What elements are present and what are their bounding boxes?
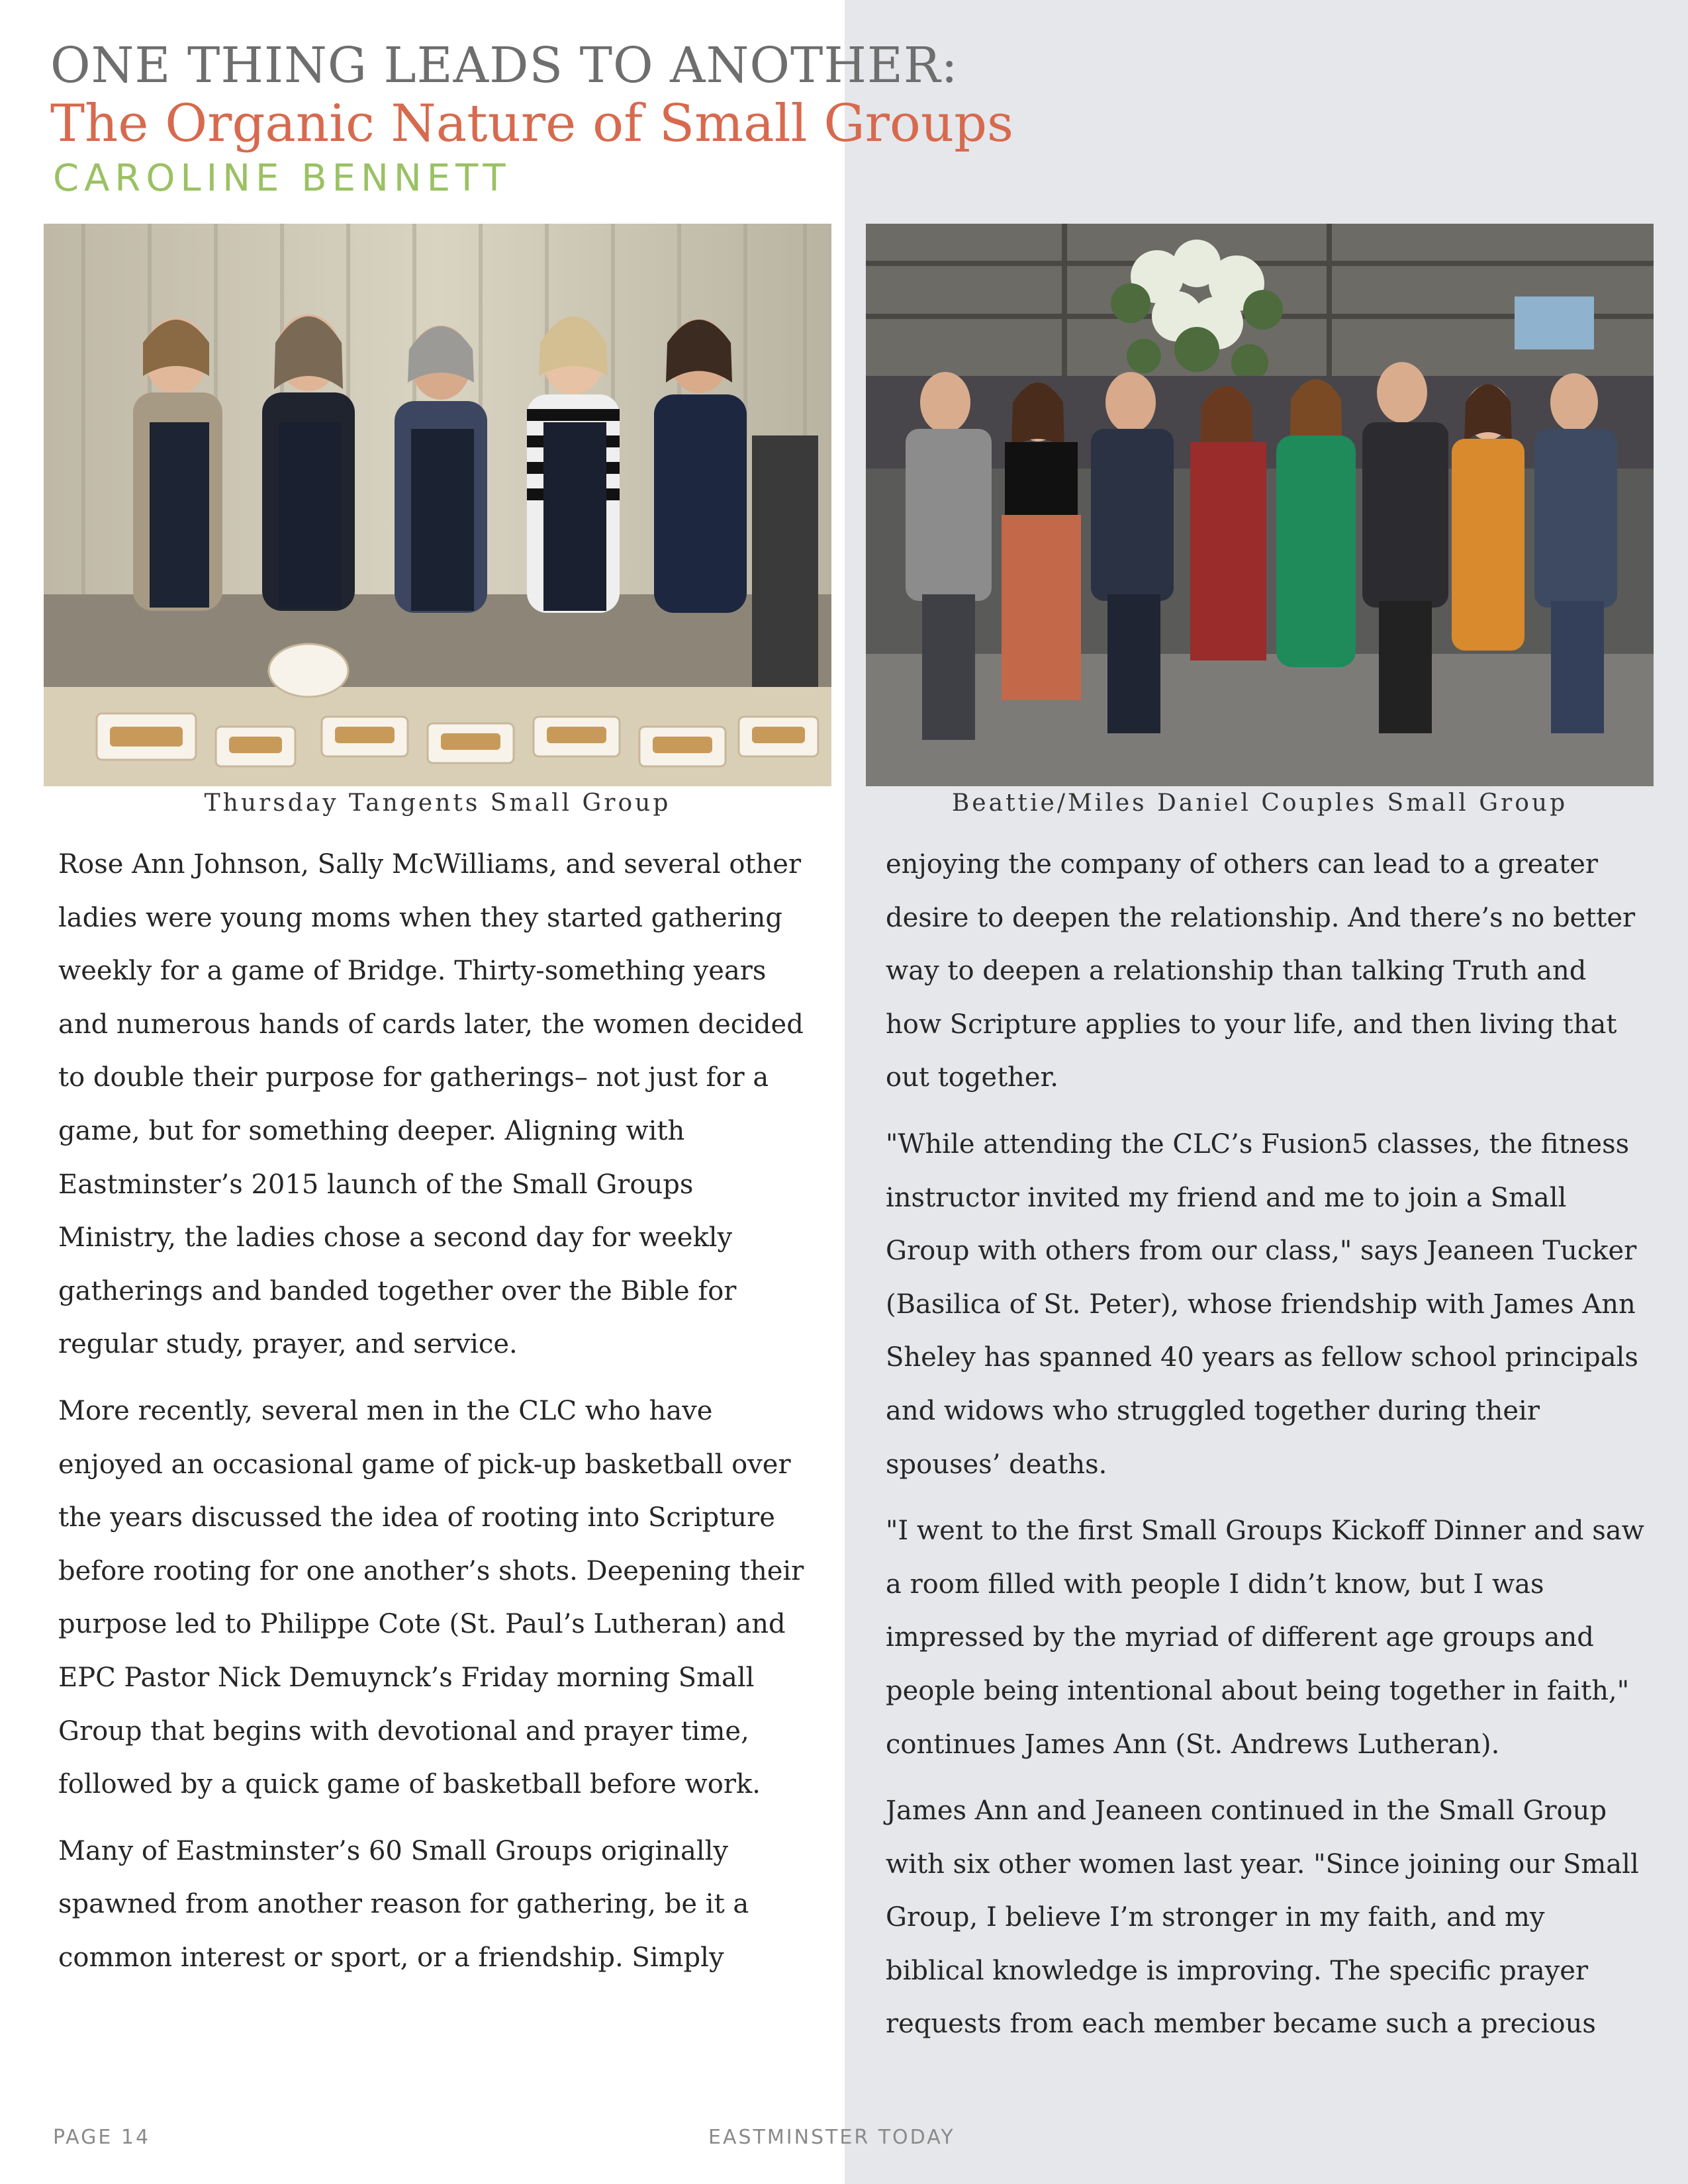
publication-name: EASTMINSTER TODAY [708,2126,955,2149]
photo-thursday-tangents [44,224,831,786]
photo-caption-left: Thursday Tangents Small Group [204,790,671,817]
article-subtitle: The Organic Nature of Small Groups [50,94,1014,154]
article-title: ONE THING LEADS TO ANOTHER: [50,37,959,94]
paragraph: Many of Eastminster’s 60 Small Groups originally spawned from another reason for gathering, be it a common interest or sport, or a friendship. Simply [58,1835,749,1973]
author-byline: CAROLINE BENNETT [53,157,511,200]
photo-caption-right: Beattie/Miles Daniel Couples Small Group [951,790,1568,817]
page-number: PAGE 14 [53,2126,151,2149]
left-column-text [58,838,820,1997]
paragraph: Rose Ann Johnson, Sally McWilliams, and several other ladies were young moms when they started gathering weekly for a game of Bridge. Thirty-something years and numerous hands of cards later, the women decided to double their purpose for gatherings– not just for a game, but for something deeper. Aligning with Eastminster’s 2015 launch of the Small Groups Ministry, the ladies chose a second day for weekly gatherings and banded together over the Bible for regular study, prayer, and service. [58,849,804,1360]
photo-couples-group [866,224,1654,786]
paragraph: More recently, several men in the CLC who have enjoyed an occasional game of pick-up basketball over the years discussed the idea of rooting into Scripture before rooting for one another’s shots. Deepening their purpose led to Philippe Cote (St. Paul’s Lutheran) and EPC Pastor Nick Demuynck’s Friday morning Small Group that begins with devotional and prayer time, followed by a quick game of basketball before work. [58,1395,804,1800]
paragraph: "While attending the CLC’s Fusion5 classes, the fitness instructor invited my friend and me to join a Small Group with others from our class," says Jeaneen Tucker (Basilica of St. Peter), whose friendship with James Ann Sheley has spanned 40 years as fellow school principals and widows who struggled together during their spouses’ deaths. [886,1128,1638,1480]
paragraph: James Ann and Jeaneen continued in the Small Group with six other women last year. "Since joining our Small Group, I believe I’m stronger in my faith, and my biblical knowledge is improving. The specific prayer requests from each member became such a precious [886,1796,1639,2040]
paragraph: "I went to the first Small Groups Kickoff Dinner and saw a room filled with people I didn’t know, but I was impressed by the myriad of different age groups and people being intentional about being together in faith," continues James Ann (St. Andrews Lutheran). [886,1516,1644,1760]
right-column-text [886,838,1647,2064]
paragraph: enjoying the company of others can lead to a greater desire to deepen the relationship. And there’s no better way to deepen a relationship than talking Truth and how Scripture applies to your life, and then living that out together. [886,849,1636,1093]
